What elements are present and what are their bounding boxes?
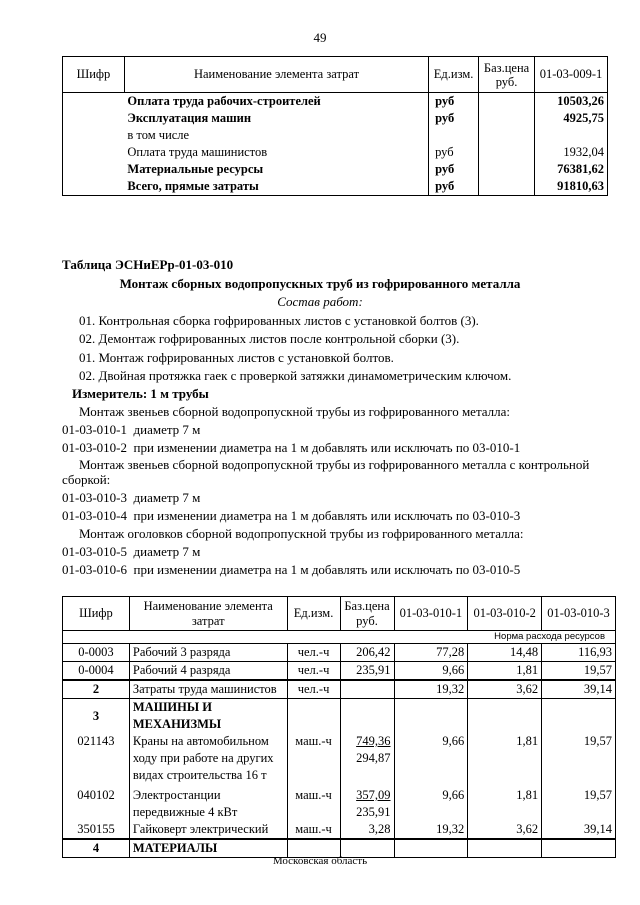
row-col2: 14,48: [468, 644, 542, 662]
item-text: диаметр 7 м: [133, 490, 201, 505]
list-item: [62, 562, 520, 578]
item-text: при изменении диаметра на 1 м добавлять или исключать по 03-010-1: [133, 440, 521, 455]
resource-norm-table: [62, 596, 616, 858]
section-name: МАТЕРИАЛЫ: [129, 839, 287, 858]
list-item: [62, 440, 520, 456]
row-col3: 19,57: [542, 733, 616, 784]
header-code: Шифр: [63, 57, 125, 93]
row-value: 10503,26: [535, 93, 608, 111]
header-price: Баз.цена руб.: [340, 597, 394, 631]
section-name-cont: МЕХАНИЗМЫ: [132, 717, 222, 731]
row-name: Оплата труда рабочих-строителей: [127, 94, 321, 108]
row-name: Затраты труда машинистов: [129, 680, 287, 699]
norm-label-row: [63, 631, 616, 644]
table-row: [63, 178, 608, 196]
work-item: 01. Контрольная сборка гофрированных листов с установкой болтов (3).: [79, 313, 479, 328]
item-text: диаметр 7 м: [133, 544, 201, 559]
composition-title: Состав работ:: [277, 294, 363, 309]
row-name-cont: ходу при работе на других: [132, 751, 274, 765]
item-text: при изменении диаметра на 1 м добавлять или исключать по 03-010-3: [133, 508, 521, 523]
header-unit: Ед.изм.: [429, 57, 479, 93]
table-row: [63, 733, 616, 784]
footer: Московская область: [272, 855, 368, 867]
row-value: 4925,75: [535, 110, 608, 127]
row-unit: [429, 127, 479, 144]
row-col2: 1,81: [468, 662, 542, 681]
row-code: 2: [63, 680, 130, 699]
row-price: 206,42: [340, 644, 394, 662]
summary-cost-table: [62, 56, 608, 196]
row-code: 0-0004: [63, 662, 130, 681]
row-col1: 19,32: [394, 680, 468, 699]
header-name: Наименование элемента затрат: [129, 597, 287, 631]
row-code: 4: [63, 839, 130, 858]
work-item: 02. Двойная протяжка гаек с проверкой затяжки динамометрическим ключом.: [79, 368, 512, 383]
group-title-cont: сборкой:: [62, 472, 111, 487]
row-name: Всего, прямые затраты: [124, 178, 428, 196]
row-price-alt: 235,91: [356, 805, 391, 819]
work-item: 01. Монтаж гофрированных листов с установкой болтов.: [79, 350, 394, 365]
row-col1: 9,66: [394, 733, 468, 784]
norm-label: Норма расхода ресурсов: [63, 631, 616, 644]
row-price-alt: 294,87: [356, 751, 391, 765]
row-value: 76381,62: [535, 161, 608, 178]
item-code: 01-03-010-2: [62, 440, 127, 455]
row-col3: 19,57: [542, 662, 616, 681]
table-header-row: [63, 597, 616, 631]
group-title: Монтаж звеньев сборной водопропускной трубы из гофрированного металла с контрольной: [79, 457, 590, 472]
item-code: 01-03-010-3: [62, 490, 127, 505]
row-col3: 39,14: [542, 680, 616, 699]
row-code: 3: [63, 699, 130, 734]
row-price: [479, 144, 535, 161]
row-unit: руб: [429, 93, 479, 111]
header-col1: 01-03-010-1: [394, 597, 468, 631]
row-name: Гайковерт электрический: [129, 821, 287, 839]
row-code: 350155: [63, 821, 130, 839]
section-heading: Монтаж сборных водопропускных труб из гофрированного металла: [119, 276, 521, 291]
row-col3: 39,14: [542, 821, 616, 839]
row-unit: чел.-ч: [287, 644, 340, 662]
item-code: 01-03-010-6: [62, 562, 127, 577]
row-price: 357,09: [356, 788, 391, 802]
row-price: [479, 178, 535, 196]
row-value: [535, 127, 608, 144]
table-title: Таблица ЭСНиЕРр-01-03-010: [62, 257, 234, 272]
row-col1: 9,66: [394, 662, 468, 681]
row-price: [479, 93, 535, 111]
row-col1: 9,66: [394, 784, 468, 821]
row-name: Электростанции: [132, 788, 221, 802]
list-item: [62, 422, 200, 438]
table-row: [63, 127, 608, 144]
item-code: 01-03-010-1: [62, 422, 127, 437]
header-col2: 01-03-010-2: [468, 597, 542, 631]
row-name: Оплата труда машинистов: [127, 145, 268, 159]
section-row: [63, 699, 616, 734]
item-code: 01-03-010-4: [62, 508, 127, 523]
row-col3: 19,57: [542, 784, 616, 821]
row-unit: чел.-ч: [287, 662, 340, 681]
header-col1: 01-03-009-1: [535, 57, 608, 93]
list-item: [62, 490, 200, 506]
row-col1: 77,28: [394, 644, 468, 662]
list-item: [62, 544, 200, 560]
row-col2: 3,62: [468, 821, 542, 839]
row-unit: маш.-ч: [287, 821, 340, 839]
header-code: Шифр: [63, 597, 130, 631]
row-value: 1932,04: [535, 144, 608, 161]
table-header-row: [63, 57, 608, 93]
table-row: [63, 644, 616, 662]
row-col2: 1,81: [468, 733, 542, 784]
row-price: [340, 680, 394, 699]
row-col2: 1,81: [468, 784, 542, 821]
row-name: Рабочий 3 разряда: [129, 644, 287, 662]
section-name: МАШИНЫ И: [132, 700, 212, 714]
table-row: [63, 110, 608, 127]
row-name: Рабочий 4 разряда: [129, 662, 287, 681]
row-unit: маш.-ч: [287, 733, 340, 784]
group-title: Монтаж оголовков сборной водопропускной трубы из гофрированного металла:: [79, 526, 524, 541]
header-col3: 01-03-010-3: [542, 597, 616, 631]
page-number: 49: [313, 30, 327, 45]
row-code: 0-0003: [63, 644, 130, 662]
table-row: [63, 784, 616, 821]
table-row: [63, 662, 616, 681]
header-unit: Ед.изм.: [287, 597, 340, 631]
row-name: в том числе: [127, 128, 190, 142]
group-title: Монтаж звеньев сборной водопропускной трубы из гофрированного металла:: [79, 404, 511, 419]
row-name: Эксплуатация машин: [127, 111, 252, 125]
work-item: 02. Демонтаж гофрированных листов после контрольной сборки (3).: [79, 331, 460, 346]
row-name: Материальные ресурсы: [127, 162, 264, 176]
row-col1: 19,32: [394, 821, 468, 839]
table-row: [63, 161, 608, 178]
row-price: [479, 161, 535, 178]
row-col3: 116,93: [542, 644, 616, 662]
row-name: Краны на автомобильном: [132, 734, 269, 748]
table-row: [63, 821, 616, 839]
header-name: Наименование элемента затрат: [124, 57, 428, 93]
row-name-cont: передвижные 4 кВт: [132, 805, 238, 819]
row-unit: руб: [429, 161, 479, 178]
row-code: 021143: [63, 733, 130, 784]
row-unit: руб: [429, 178, 479, 196]
row-code: 040102: [63, 784, 130, 821]
row-unit: маш.-ч: [287, 784, 340, 821]
item-code: 01-03-010-5: [62, 544, 127, 559]
row-price: 235,91: [340, 662, 394, 681]
row-unit: чел.-ч: [287, 680, 340, 699]
list-item: [62, 508, 520, 524]
row-unit: руб: [429, 110, 479, 127]
table-row: [63, 144, 608, 161]
row-value: 91810,63: [535, 178, 608, 196]
row-name-cont: видах строительства 16 т: [132, 768, 267, 782]
table-row: [63, 93, 608, 111]
header-price: Баз.цена руб.: [479, 57, 535, 93]
item-text: при изменении диаметра на 1 м добавлять или исключать по 03-010-5: [133, 562, 521, 577]
row-price: 3,28: [340, 821, 394, 839]
row-price: [479, 127, 535, 144]
row-price: 749,36: [356, 734, 391, 748]
meter: Измеритель: 1 м трубы: [72, 386, 209, 401]
table-row: [63, 680, 616, 699]
item-text: диаметр 7 м: [133, 422, 201, 437]
row-price: [479, 110, 535, 127]
row-col2: 3,62: [468, 680, 542, 699]
row-unit: руб: [429, 144, 479, 161]
